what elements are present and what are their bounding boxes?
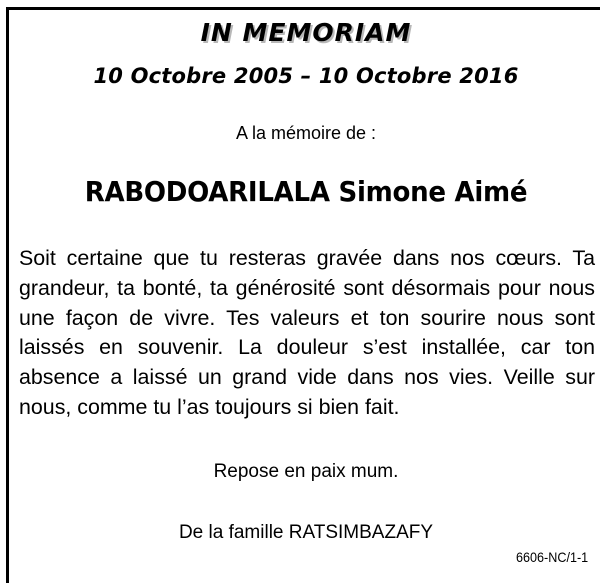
notice-intro: A la mémoire de : (235, 123, 377, 143)
notice-title: IN MEMORIAM (200, 18, 412, 47)
deceased-name: RABODOARILALA Simone Aimé (84, 175, 528, 208)
tribute-message: Soit certaine que tu resteras gravée dans nos cœurs. Ta grandeur, ta bonté, ta générosité sont désormais pour nous une façon de vivre. Tes valeurs et ton sourire nous sont laissés en souvenir. La douleur s’est installée, car ton absence a laissé un grand vide dans nos vies. Veille sur nous, comme tu l’as toujours si bien fait. (19, 246, 595, 419)
reference-code: 6606-NC/1-1 (515, 549, 588, 565)
farewell-line: Repose en paix mum. (213, 461, 399, 482)
notice-dates: 10 Octobre 2005 – 10 Octobre 2016 (93, 64, 519, 88)
family-signature: De la famille RATSIMBAZAFY (178, 522, 434, 543)
